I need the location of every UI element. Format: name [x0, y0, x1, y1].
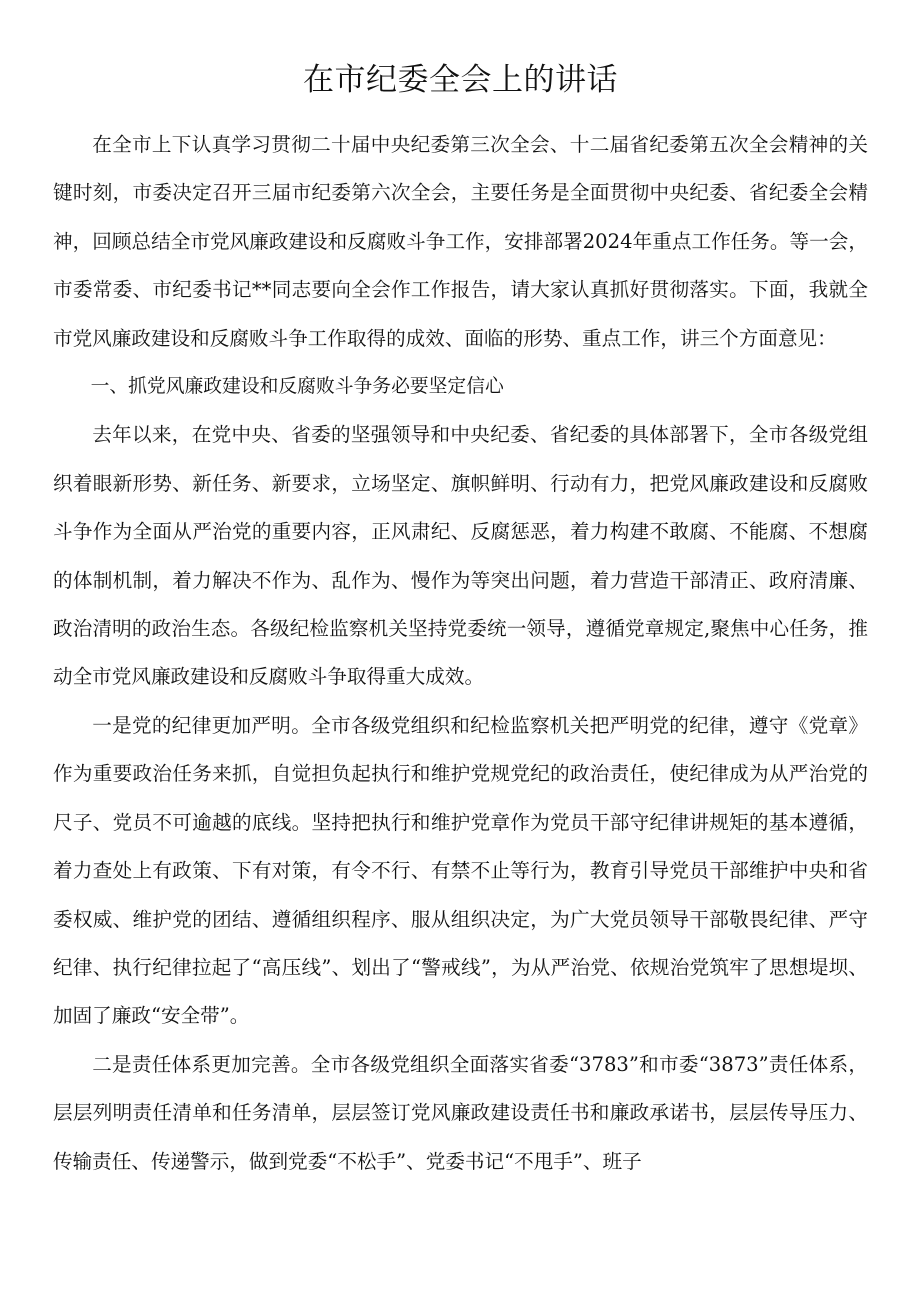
- paragraph-intro: 在全市上下认真学习贯彻二十届中央纪委第三次全会、十二届省纪委第五次全会精神的关键时刻，市委决定召开三届市纪委第六次全会，主要任务是全面贯彻中央纪委、省纪委全会精神，回顾总结全市党风廉政建设和反腐败斗争工作，安排部署2024年重点工作任务。等一会，市委常委、市纪委书记**同志要向全会作工作报告，请大家认真抓好贯彻落实。下面，我就全市党风廉政建设和反腐败斗争工作取得的成效、面临的形势、重点工作，讲三个方面意见：: [53, 133, 868, 350]
- document-title: 在市纪委全会上的讲话: [303, 62, 618, 98]
- paragraph-responsibility: 二是责任体系更加完善。全市各级党组织全面落实省委“3783”和市委“3873”责任体系，层层列明责任清单和任务清单，层层签订党风廉政建设责任书和廉政承诺书，层层传导压力、传输责任、传递警示，做到党委“不松手”、党委书记“不甩手”、班子: [53, 1052, 868, 1173]
- paragraph-discipline: 一是党的纪律更加严明。全市各级党组织和纪检监察机关把严明党的纪律，遵守《党章》作为重要政治任务来抓，自觉担负起执行和维护党规党纪的政治责任，使纪律成为从严治党的尺子、党员不可逾越的底线。坚持把执行和维护党章作为党员干部守纪律讲规矩的基本遵循，着力查处上有政策、下有对策，有令不行、有禁不止等行为，教育引导党员干部维护中央和省委权威、维护党的团结、遵循组织程序、服从组织决定，为广大党员领导干部敬畏纪律、严守纪律、执行纪律拉起了“高压线”、划出了“警戒线”，为从严治党、依规治党筑牢了思想堤坝、加固了廉政“安全带”。: [53, 713, 868, 1028]
- paragraph-achievements: 去年以来，在党中央、省委的坚强领导和中央纪委、省纪委的具体部署下，全市各级党组织着眼新形势、新任务、新要求，立场坚定、旗帜鲜明、行动有力，把党风廉政建设和反腐败斗争作为全面从严治党的重要内容，正风肃纪、反腐惩恶，着力构建不敢腐、不能腐、不想腐的体制机制，着力解决不作为、乱作为、慢作为等突出问题，着力营造干部清正、政府清廉、政治清明的政治生态。各级纪检监察机关坚持党委统一领导，遵循党章规定,聚焦中心任务，推动全市党风廉政建设和反腐败斗争取得重大成效。: [53, 423, 868, 689]
- section-heading-one: 一、抓党风廉政建设和反腐败斗争务必要坚定信心: [90, 376, 504, 398]
